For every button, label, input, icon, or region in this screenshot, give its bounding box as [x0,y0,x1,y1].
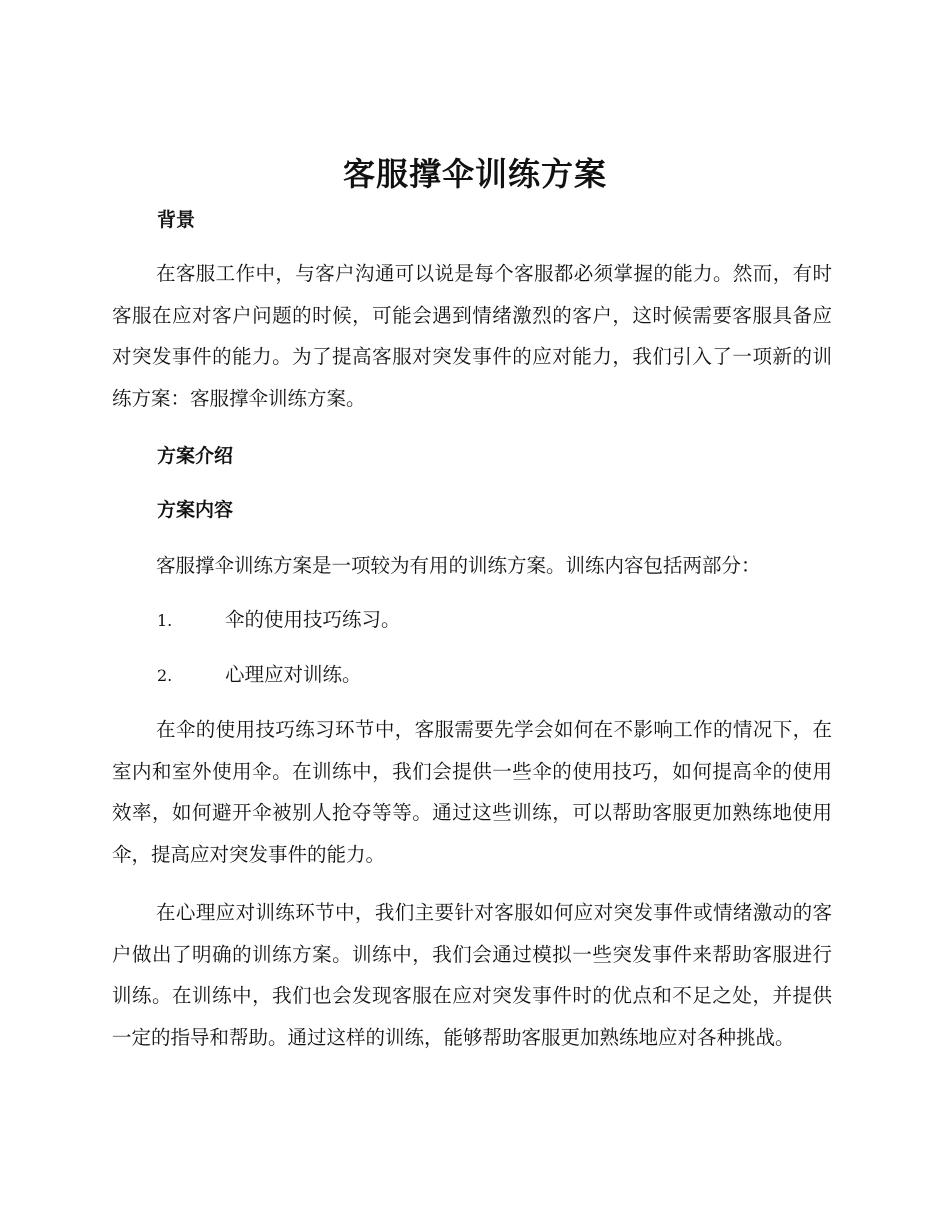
list-item [157,661,362,690]
list-item-text: 心理应对训练。 [225,663,362,686]
list-item-number: 2. [157,666,173,685]
background-heading: 背景 [157,209,196,231]
list-item-text: 伞的使用技巧练习。 [225,608,401,631]
content-paragraph: 客服撑伞训练方案是一项较为有用的训练方案。训练内容包括两部分： [156,554,761,577]
psych-paragraph: 在心理应对训练环节中，我们主要针对客服如何应对突发事件或情绪激动的客户做出了明确的训练方案。训练中，我们会通过模拟一些突发事件来帮助客服进行训练。在训练中，我们也会发现客服在应对突发事件时的优点和不足之处，并提供一定的指导和帮助。通过这样的训练，能够帮助客服更加熟练地应对各种挑战。 [112,901,832,1049]
document-title: 客服撑伞训练方案 [342,155,607,193]
intro-heading: 方案介绍 [157,445,234,467]
umbrella-paragraph: 在伞的使用技巧练习环节中，客服需要先学会如何在不影响工作的情况下，在室内和室外使用伞。在训练中，我们会提供一些伞的使用技巧，如何提高伞的使用效率，如何避开伞被别人抢夺等等。通过这些训练，可以帮助客服更加熟练地使用伞，提高应对突发事件的能力。 [112,718,832,866]
list-item [157,606,401,635]
list-item-number: 1. [157,611,173,630]
content-heading: 方案内容 [157,499,234,521]
background-paragraph: 在客服工作中，与客户沟通可以说是每个客服都必须掌握的能力。然而，有时客服在应对客户问题的时候，可能会遇到情绪激烈的客户，这时候需要客服具备应对突发事件的能力。为了提高客服对突发事件的应对能力，我们引入了一项新的训练方案：客服撑伞训练方案。 [112,262,832,410]
